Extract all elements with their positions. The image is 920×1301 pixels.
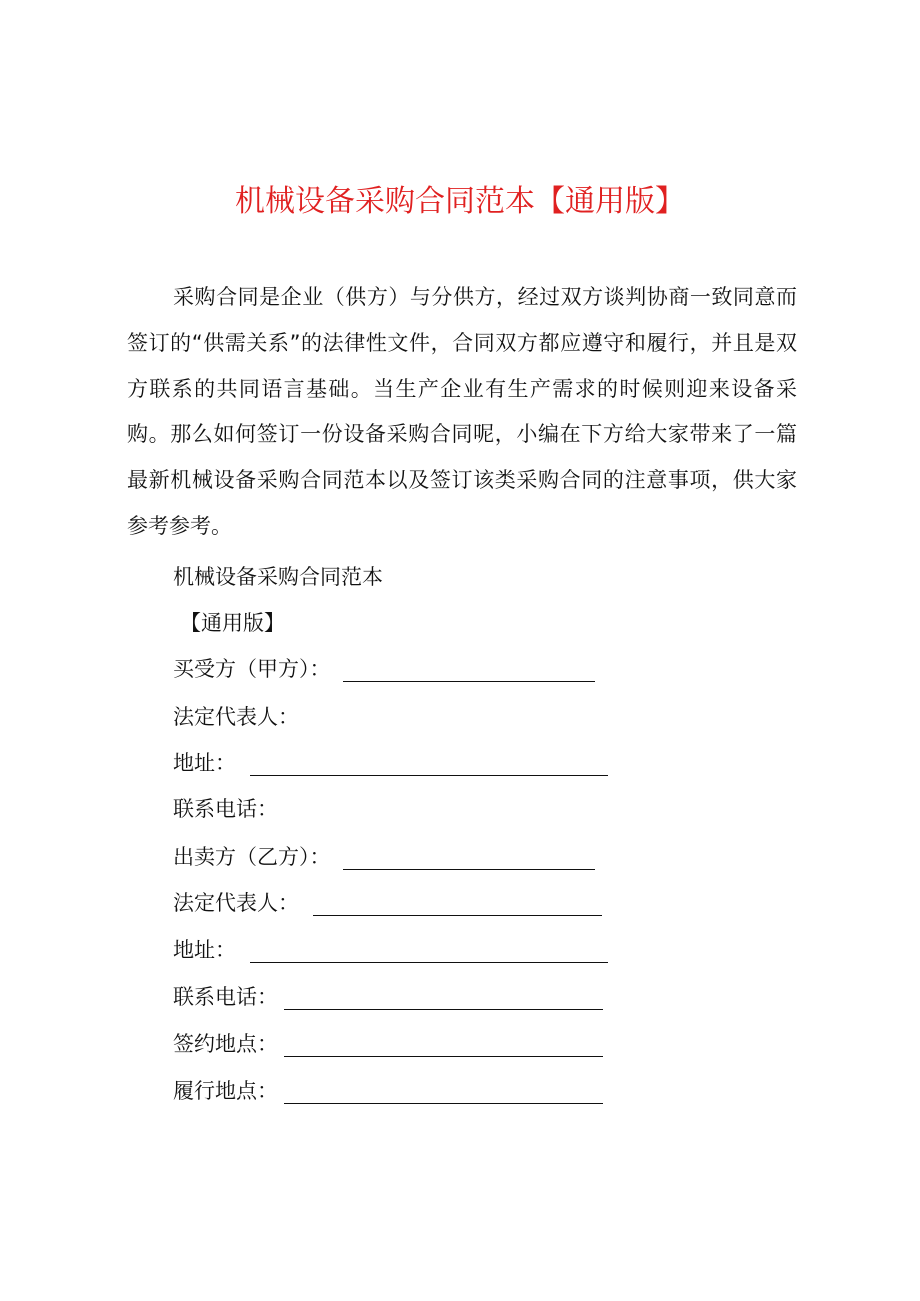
seller-phone-row [173, 980, 603, 1012]
seller-party-row [173, 840, 595, 872]
seller-party-label: 出卖方（乙方）： [173, 845, 331, 869]
buyer-party-label: 买受方（甲方）： [173, 657, 331, 681]
seller-address-field[interactable] [250, 938, 608, 963]
sign-place-field[interactable] [284, 1032, 603, 1057]
contract-subtitle: 机械设备采购合同范本 [173, 565, 383, 589]
buyer-rep-row [173, 700, 299, 732]
buyer-address-row [173, 746, 608, 778]
buyer-party-field[interactable] [343, 657, 595, 682]
intro-paragraph: 采购合同是企业（供方）与分供方，经过双方谈判协商一致同意而签订的“供需关系”的法律性文件，合同双方都应遵守和履行，并且是双方联系的共同语言基础。当生产企业有生产需求的时候则迎来设备采购。那么如何签订一份设备采购合同呢，小编在下方给大家带来了一篇最新机械设备采购合同范本以及签订该类采购合同的注意事项，供大家参考参考。 [127, 285, 797, 538]
seller-party-field[interactable] [343, 845, 595, 870]
edition-label: 【通用版】 [180, 611, 285, 635]
perform-place-row [173, 1074, 603, 1106]
buyer-rep-label: 法定代表人： [173, 705, 299, 729]
seller-rep-label: 法定代表人： [173, 891, 299, 915]
seller-rep-row [173, 886, 602, 918]
seller-phone-label: 联系电话： [173, 985, 278, 1009]
buyer-address-field[interactable] [250, 751, 608, 776]
perform-place-field[interactable] [284, 1079, 603, 1104]
sign-place-label: 签约地点： [173, 1032, 278, 1056]
buyer-address-label: 地址： [173, 751, 236, 775]
perform-place-label: 履行地点： [173, 1079, 278, 1103]
buyer-phone-row [173, 792, 278, 824]
sign-place-row [173, 1027, 603, 1059]
seller-address-row [173, 933, 608, 965]
buyer-party-row [173, 652, 595, 684]
seller-phone-field[interactable] [284, 985, 603, 1010]
page-title: 机械设备采购合同范本【通用版】 [235, 184, 685, 219]
seller-rep-field[interactable] [313, 891, 602, 916]
seller-address-label: 地址： [173, 938, 236, 962]
buyer-phone-label: 联系电话： [173, 797, 278, 821]
